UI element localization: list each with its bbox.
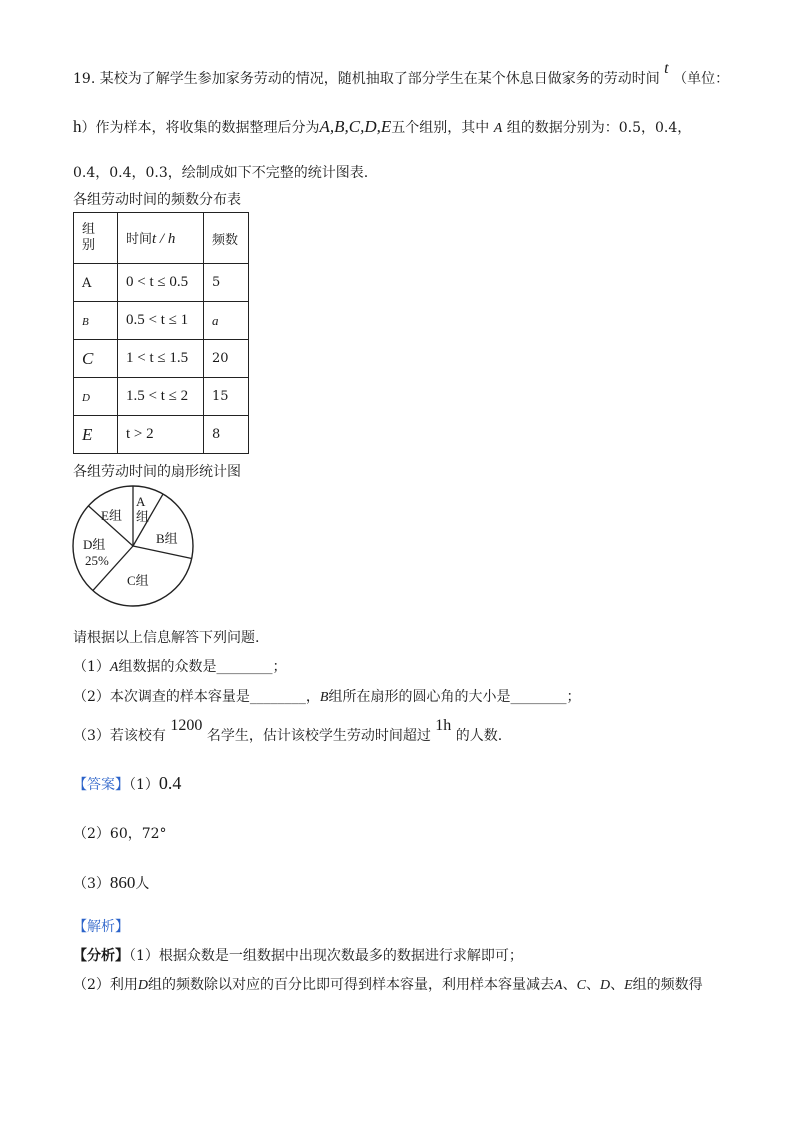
group-letters: A,B,C,D,E [319,117,392,136]
row-group: D [74,378,118,416]
unit-h: h [73,117,82,136]
pie-label-d: D组 [83,537,106,552]
pie-label-c: C组 [127,573,149,588]
row-group: A [74,264,118,302]
pie-label-a-letter: A [136,494,146,509]
header-group: 组别 [74,213,118,264]
table-row [74,416,249,454]
answer-tag: 【答案】 [73,777,129,793]
pie-slice-boundary-3 [133,546,192,558]
pie-label-a-zu: 组 [136,509,150,524]
pie-label-e: E组 [101,508,122,523]
question-line-2: h）作为样本，将收集的数据整理后分为A,B,C,D,E五个组别，其中 A 组的数据分别为：0.5，0.4， [73,117,692,136]
table-caption: 各组劳动时间的频数分布表 [73,192,241,208]
row-range: 0.5 < t ≤ 1 [118,302,204,340]
header-freq: 频数 [204,213,249,264]
row-freq: 15 [204,378,249,416]
analysis-tag: 【解析】 [73,919,129,935]
table-row [74,302,249,340]
pie-label-b: B组 [156,531,178,546]
header-time: 时间t / h [118,213,204,264]
question-line-1: 19. 某校为了解学生参加家务劳动的情况，随机抽取了部分学生在某个休息日做家务的劳动时间 t （单位： [73,60,730,87]
question-number: 19. [73,71,96,87]
row-freq: 8 [204,416,249,454]
row-freq: a [204,302,249,340]
table-row [74,340,249,378]
table-row [74,378,249,416]
sub-question-1: （1）A组数据的众数是________； [73,659,287,675]
table-row [74,264,249,302]
pie-caption: 各组劳动时间的扇形统计图 [73,464,241,480]
row-range: t > 2 [118,416,204,454]
question-line-3: 0.4，0.4，0.3，绘制成如下不完整的统计图表. [73,165,369,181]
row-group: C [74,340,118,378]
row-freq: 5 [204,264,249,302]
sub-question-3: （3）若该校有 1200 名学生，估计该校学生劳动时间超过 1h 的人数. [73,717,503,744]
sub-question-2: （2）本次调查的样本容量是________，B组所在扇形的圆心角的大小是________； [73,689,581,705]
row-range: 1.5 < t ≤ 2 [118,378,204,416]
var-t: t [664,60,669,77]
frequency-table [73,212,249,454]
pie-chart [70,483,200,613]
q3-number: 1200 [170,717,203,734]
answer-line-2: （2）60，72° [73,826,167,842]
prompt-text: 请根据以上信息解答下列问题. [73,630,260,646]
row-range: 0 < t ≤ 0.5 [118,264,204,302]
row-group: B [74,302,118,340]
analysis-line-1: 【分析】（1）根据众数是一组数据中出现次数最多的数据进行求解即可； [73,948,523,964]
row-freq: 20 [204,340,249,378]
row-group: E [74,416,118,454]
pie-label-d-pct: 25% [85,553,109,568]
answer-line-3: （3）860人 [73,873,150,892]
answer-line-1: 【答案】（1）0.4 [73,773,182,793]
table-header-row [74,213,249,264]
row-range: 1 < t ≤ 1.5 [118,340,204,378]
q3-unit: 1h [435,717,452,734]
analysis-line-2: （2）利用D组的频数除以对应的百分比即可得到样本容量，利用样本容量减去A、C、D、E组的频数得 [73,977,703,993]
